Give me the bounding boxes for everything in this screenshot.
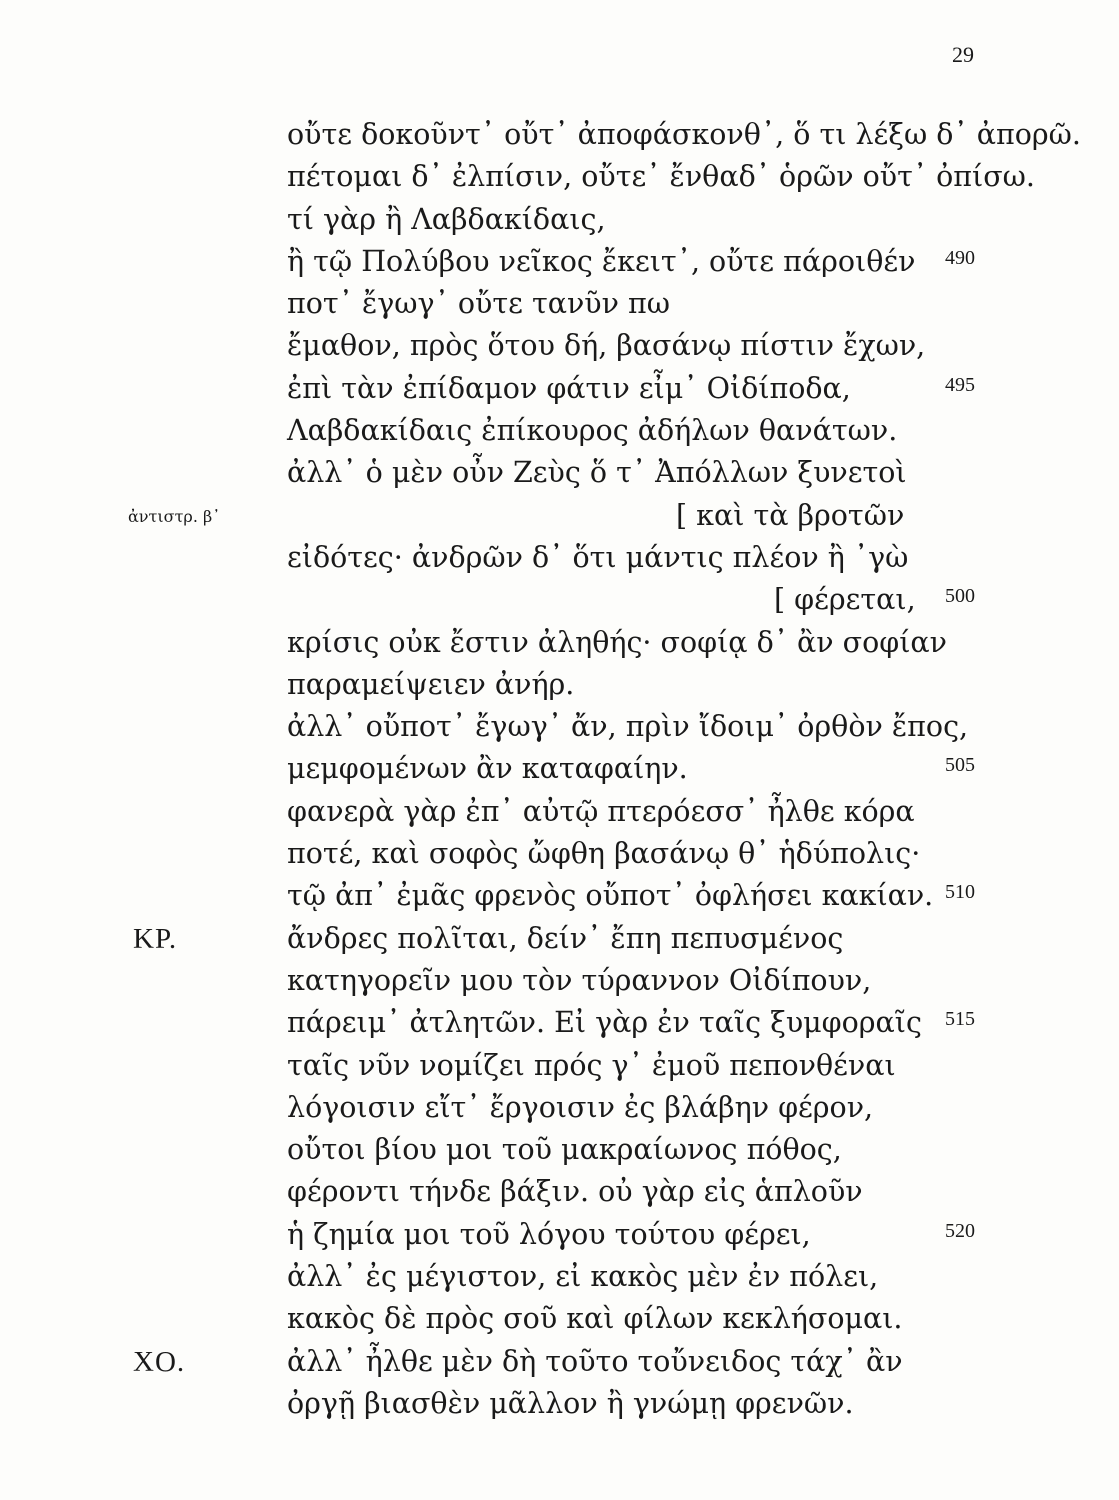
verse-line <box>0 706 1119 748</box>
verse-line <box>0 199 1119 241</box>
verse-text-line: κρίσις οὐκ ἔστιν ἀληθής· σοφίᾳ δ᾽ ἂν σοφίαν <box>287 625 947 659</box>
line-number: 510 <box>945 881 975 904</box>
verse-text-line: ποτ᾽ ἔγωγ᾽ οὔτε τανῦν πω <box>287 287 670 321</box>
verse-line <box>0 833 1119 875</box>
verse-text <box>0 114 1119 1425</box>
verse-text-line: τῷ ἀπ᾽ ἐμᾶς φρενὸς οὔποτ᾽ ὀφλήσει κακίαν. <box>287 879 934 913</box>
verse-line <box>0 1087 1119 1129</box>
verse-line <box>0 410 1119 452</box>
verse-text-line: Λαβδακίδαις ἐπίκουρος ἀδήλων θανάτων. <box>287 414 898 448</box>
verse-text-line: ταῖς νῦν νομίζει πρός γ᾽ ἐμοῦ πεπονθέναι <box>287 1048 896 1082</box>
verse-line <box>0 1171 1119 1213</box>
verse-text-line: ὀργῇ βιασθὲν μᾶλλον ἢ γνώμῃ φρενῶν. <box>287 1386 854 1420</box>
verse-text-line: τί γὰρ ἢ Λαβδακίδαις, <box>287 202 606 236</box>
verse-text-line: φανερὰ γὰρ ἐπ᾽ αὐτῷ πτερόεσσ᾽ ἦλθε κόρα <box>287 794 915 828</box>
verse-text-line: ἀλλ᾽ οὔποτ᾽ ἔγωγ᾽ ἄν, πρὶν ἴδοιμ᾽ ὀρθὸν ἔπος, <box>287 710 969 744</box>
line-number: 505 <box>945 754 975 777</box>
verse-text-line: κατηγορεῖν μου τὸν τύραννον Οἰδίπουν, <box>287 963 872 997</box>
verse-line <box>0 960 1119 1002</box>
verse-text-line: [ καὶ τὰ βροτῶν <box>676 498 905 532</box>
antistrophe-marker: ἀντιστρ. β᾽ <box>128 506 221 526</box>
verse-line <box>0 452 1119 494</box>
verse-text-line: πάρειμ᾽ ἀτλητῶν. Εἰ γὰρ ἐν ταῖς ξυμφοραῖς <box>287 1006 922 1040</box>
verse-line <box>0 114 1119 156</box>
verse-line <box>0 1002 1119 1044</box>
verse-line <box>0 1045 1119 1087</box>
verse-text-line: κακὸς δὲ πρὸς σοῦ καὶ φίλων κεκλήσομαι. <box>287 1302 903 1336</box>
verse-text-line: λόγοισιν εἴτ᾽ ἔργοισιν ἐς βλάβην φέρον, <box>287 1090 874 1124</box>
line-number: 500 <box>945 585 975 608</box>
verse-text-line: ἐπὶ τὰν ἐπίδαμον φάτιν εἶμ᾽ Οἰδίποδα, <box>287 371 851 405</box>
verse-line <box>0 1214 1119 1256</box>
verse-line <box>0 1341 1119 1383</box>
verse-text-line: πέτομαι δ᾽ ἐλπίσιν, οὔτε᾽ ἔνθαδ᾽ ὁρῶν οὔτ᾽ ὀπίσω. <box>287 160 1035 194</box>
verse-line <box>0 1298 1119 1340</box>
verse-text-line: ἔμαθον, πρὸς ὅτου δή, βασάνῳ πίστιν ἔχων, <box>287 329 926 363</box>
verse-text-line: παραμείψειεν ἀνήρ. <box>287 667 575 701</box>
verse-line <box>0 241 1119 283</box>
verse-text-line: μεμφομένων ἂν καταφαίην. <box>287 752 688 786</box>
verse-text-line: ἀλλ᾽ ἦλθε μὲν δὴ τοῦτο τοὔνειδος τάχ᾽ ἂν <box>287 1344 903 1378</box>
verse-text-line: οὔτε δοκοῦντ᾽ οὔτ᾽ ἀποφάσκονθ᾽, ὅ τι λέξω δ᾽ ἀπορῶ. <box>287 118 1081 151</box>
verse-text-line: [ φέρεται, <box>774 583 916 617</box>
verse-text-line: εἰδότες· ἀνδρῶν δ᾽ ὅτι μάντις πλέον ἢ ᾽γὼ <box>287 540 909 574</box>
verse-line <box>0 664 1119 706</box>
verse-line <box>0 1383 1119 1425</box>
page-number: 29 <box>952 42 974 67</box>
verse-text-line: ἀλλ᾽ ὁ μὲν οὖν Ζεὺς ὅ τ᾽ Ἀπόλλων ξυνετοὶ <box>287 456 907 490</box>
speaker-label: ΚΡ. <box>133 922 178 955</box>
verse-text-line: οὔτοι βίου μοι τοῦ μακραίωνος πόθος, <box>287 1133 842 1167</box>
verse-line <box>0 156 1119 198</box>
verse-text-line: ἄνδρες πολῖται, δείν᾽ ἔπη πεπυσμένος <box>287 921 844 955</box>
line-number: 490 <box>945 246 975 269</box>
verse-line <box>0 1129 1119 1171</box>
verse-text-line: ἀλλ᾽ ἐς μέγιστον, εἰ κακὸς μὲν ἐν πόλει, <box>287 1260 879 1294</box>
verse-line <box>0 791 1119 833</box>
verse-line <box>0 495 1119 537</box>
verse-text-line: ποτέ, καὶ σοφὸς ὤφθη βασάνῳ θ᾽ ἡδύπολις· <box>287 837 921 871</box>
verse-line <box>0 537 1119 579</box>
verse-line <box>0 622 1119 664</box>
line-number: 520 <box>945 1219 975 1242</box>
verse-text-line: ἢ τῷ Πολύβου νεῖκος ἔκειτ᾽, οὔτε πάροιθέν <box>287 244 916 278</box>
verse-text-line: ἡ ζημία μοι τοῦ λόγου τούτου φέρει, <box>287 1217 811 1251</box>
verse-line <box>0 748 1119 790</box>
line-number: 495 <box>945 373 975 396</box>
verse-text-line: φέροντι τήνδε βάξιν. οὐ γὰρ εἰς ἁπλοῦν <box>287 1175 863 1209</box>
verse-line <box>0 579 1119 621</box>
verse-line <box>0 918 1119 960</box>
verse-line <box>0 1256 1119 1298</box>
verse-line <box>0 283 1119 325</box>
speaker-label: ΧΟ. <box>133 1345 186 1378</box>
verse-line <box>0 325 1119 367</box>
line-number: 515 <box>945 1008 975 1031</box>
verse-line <box>0 368 1119 410</box>
verse-line <box>0 875 1119 917</box>
